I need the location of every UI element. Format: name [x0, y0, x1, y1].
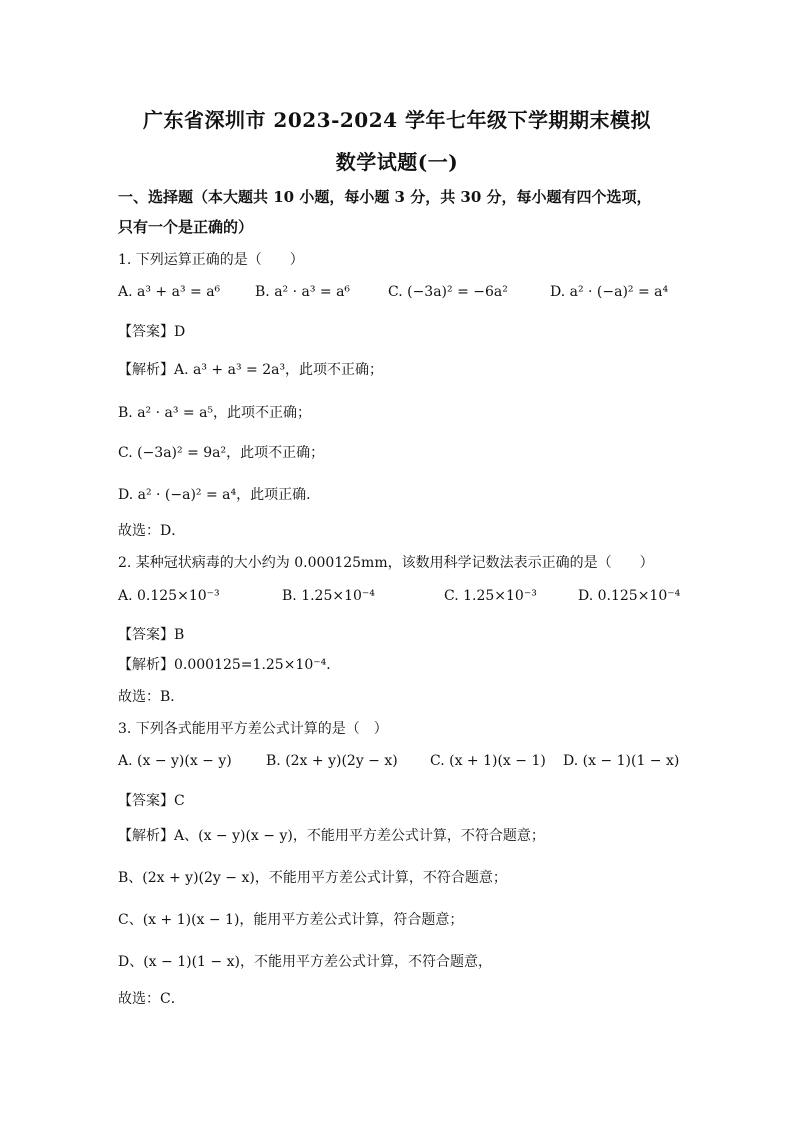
q2-option-d: D. 0.125×10⁻⁴ — [578, 588, 681, 604]
q2-option-b: B. 1.25×10⁻⁴ — [282, 588, 375, 604]
q3-analysis-c: C、(x + 1)(x − 1)，能用平方差公式计算，符合题意； — [118, 912, 464, 928]
q3-analysis-d: D、(x − 1)(1 − x)，不能用平方差公式计算，不符合题意， — [118, 954, 492, 970]
q2-option-a: A. 0.125×10⁻³ — [118, 588, 220, 604]
q3-stem: 3. 下列各式能用平方差公式计算的是（ ） — [118, 721, 388, 737]
q1-analysis-b: B. a² · a³ = a⁵，此项不正确； — [118, 405, 312, 421]
q3-option-d: D. (x − 1)(1 − x) — [563, 753, 680, 769]
q2-analysis: 【解析】0.000125=1.25×10⁻⁴． — [118, 657, 341, 673]
section-heading-line1: 一、选择题（本大题共 10 小题，每小题 3 分，共 30 分，每小题有四个选项， — [118, 188, 652, 206]
q3-analysis-b: B、(2x + y)(2y − x)，不能用平方差公式计算，不符合题意； — [118, 870, 507, 886]
section-heading-line2: 只有一个是正确的） — [118, 218, 254, 236]
q3-conclusion: 故选：C． — [118, 991, 185, 1007]
q1-option-b: B. a² · a³ = a⁶ — [255, 284, 351, 300]
q1-option-d: D. a² · (−a)² = a⁴ — [550, 284, 669, 300]
q1-stem: 1. 下列运算正确的是（ ） — [118, 252, 304, 268]
q3-answer: 【答案】C — [118, 793, 185, 809]
document-title-line2: 数学试题(一) — [335, 150, 459, 174]
q3-option-c: C. (x + 1)(x − 1) — [430, 753, 546, 769]
q2-stem: 2. 某种冠状病毒的大小约为 0.000125mm，该数用科学记数法表示正确的是（ ） — [118, 555, 654, 571]
q1-analysis-c: C. (−3a)² = 9a²，此项不正确； — [118, 445, 325, 461]
q2-answer: 【答案】B — [118, 627, 185, 643]
q1-option-c: C. (−3a)² = −6a² — [388, 284, 508, 300]
q3-analysis-a: 【解析】A、(x − y)(x − y)，不能用平方差公式计算，不符合题意； — [118, 828, 545, 844]
q1-analysis-d: D. a² · (−a)² = a⁴，此项正确． — [118, 487, 321, 503]
q1-answer: 【答案】D — [118, 324, 186, 340]
q1-option-a: A. a³ + a³ = a⁶ — [118, 284, 221, 300]
document-title-line1: 广东省深圳市 2023-2024 学年七年级下学期期末模拟 — [142, 108, 652, 132]
q1-analysis-a: 【解析】A. a³ + a³ = 2a³，此项不正确； — [118, 362, 384, 378]
q3-option-a: A. (x − y)(x − y) — [118, 753, 232, 769]
q2-option-c: C. 1.25×10⁻³ — [444, 588, 537, 604]
q1-conclusion: 故选：D． — [118, 523, 186, 539]
q2-conclusion: 故选：B． — [118, 689, 185, 705]
q3-option-b: B. (2x + y)(2y − x) — [266, 753, 398, 769]
